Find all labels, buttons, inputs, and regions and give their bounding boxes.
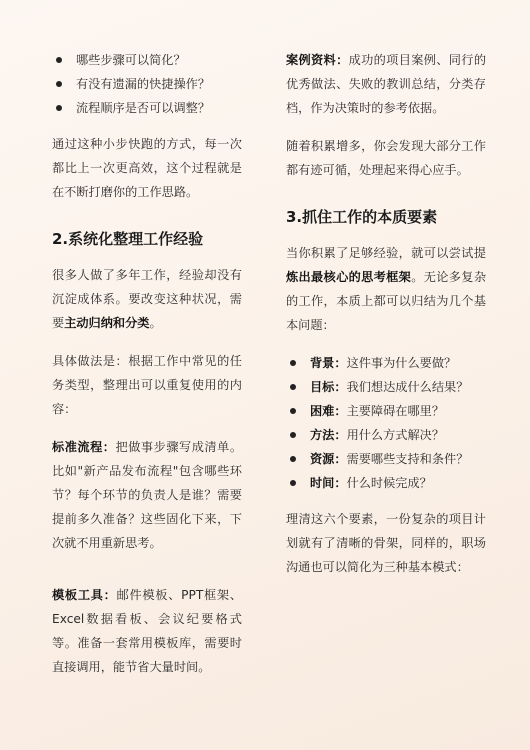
- right-column: [286, 48, 486, 593]
- bullet-dot-icon: [290, 384, 296, 390]
- list-item: 资源：需要哪些支持和条件？: [286, 447, 486, 471]
- list-item: 目标：我们想达成什么结果？: [286, 375, 486, 399]
- review-question-list: [52, 48, 242, 120]
- bullet-dot-icon: [290, 456, 296, 462]
- bullet-dot-icon: [56, 57, 62, 63]
- paragraph: 理清这六个要素，一份复杂的项目计划就有了清晰的骨架，同样的，职场沟通也可以简化为三种基本模式：: [286, 512, 486, 574]
- paragraph: 当你积累了足够经验，就可以尝试提炼出最核心的思考框架。无论多复杂的工作，本质上都可以归结为几个基本问题：: [286, 246, 487, 332]
- list-item: 背景：这件事为什么要做？: [286, 351, 486, 375]
- bullet-dot-icon: [290, 432, 296, 438]
- paragraph-template-tools: 模板工具：邮件模板、PPT框架、Excel数据看板、会议纪要格式等。准备一套常用模板库，需要时直接调用，能节省大量时间。: [52, 588, 242, 674]
- list-item: 困难：主要障碍在哪里？: [286, 399, 486, 423]
- section-heading-3: 3.抓住工作的本质要素: [286, 208, 438, 226]
- left-column: [52, 48, 242, 693]
- core-elements-list: [286, 351, 486, 495]
- bullet-dot-icon: [56, 81, 62, 87]
- list-item: 哪些步骤可以简化？: [52, 48, 242, 72]
- list-item: 方法：用什么方式解决？: [286, 423, 486, 447]
- bullet-dot-icon: [56, 105, 62, 111]
- paragraph: 具体做法是：根据工作中常见的任务类型，整理出可以重复使用的内容：: [52, 354, 242, 416]
- list-item: 时间：什么时候完成？: [286, 471, 486, 495]
- paragraph: 很多人做了多年工作，经验却没有沉淀成体系。要改变这种状况，需要主动归纳和分类。: [52, 268, 242, 330]
- bullet-dot-icon: [290, 480, 296, 486]
- list-item: 流程顺序是否可以调整？: [52, 96, 242, 120]
- paragraph-case-materials: 案例资料：成功的项目案例、同行的优秀做法、失败的教训总结，分类存档，作为决策时的参考依据。: [286, 53, 487, 115]
- bullet-dot-icon: [290, 360, 296, 366]
- section-heading-2: 2.系统化整理工作经验: [52, 230, 204, 248]
- bullet-dot-icon: [290, 408, 296, 414]
- paragraph: 通过这种小步快跑的方式，每一次都比上一次更高效，这个过程就是在不断打磨你的工作思路。: [52, 137, 242, 199]
- paragraph: 随着积累增多，你会发现大部分工作都有迹可循，处理起来得心应手。: [286, 139, 486, 177]
- list-item: 有没有遗漏的快捷操作？: [52, 72, 242, 96]
- paragraph-standard-process: 标准流程：把做事步骤写成清单。比如"新产品发布流程"包含哪些环节？每个环节的负责人是谁？需要提前多久准备？这些固化下来，下次就不用重新思考。: [52, 440, 243, 550]
